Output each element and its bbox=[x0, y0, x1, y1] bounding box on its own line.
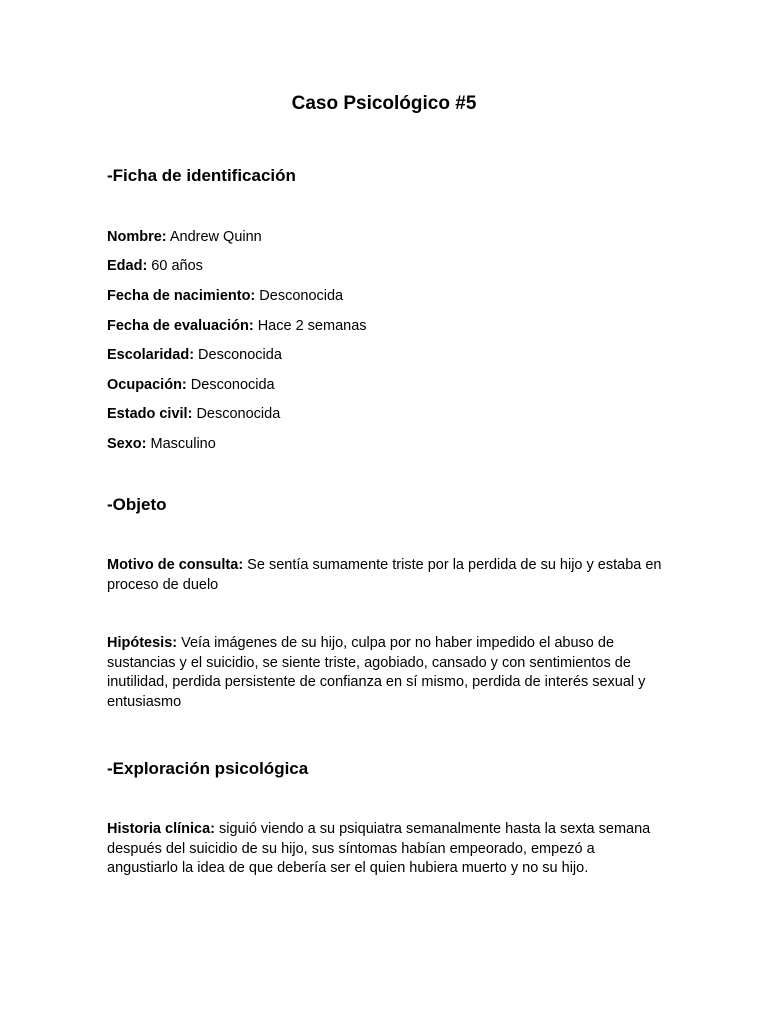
field-nombre bbox=[107, 227, 262, 247]
field-label: Ocupación: bbox=[107, 377, 187, 393]
field-estado-civil bbox=[107, 404, 280, 424]
paragraph-label: Hipótesis: bbox=[107, 635, 178, 651]
paragraph-historia-clinica bbox=[107, 820, 667, 879]
field-escolaridad bbox=[107, 345, 282, 365]
field-value: 60 años bbox=[147, 258, 203, 274]
section-heading-ficha: -Ficha de identificación bbox=[107, 166, 296, 185]
paragraph-text: Se sentía sumamente triste por la perdida de su hijo y estaba en proceso de duelo bbox=[107, 557, 662, 593]
field-value: Desconocida bbox=[192, 406, 281, 422]
page-title: Caso Psicológico #5 bbox=[291, 93, 477, 114]
field-label: Nombre: bbox=[107, 229, 167, 245]
field-label: Fecha de nacimiento: bbox=[107, 288, 256, 304]
field-value: Hace 2 semanas bbox=[253, 318, 367, 334]
field-fecha-evaluacion bbox=[107, 316, 367, 336]
section-heading-exploracion: -Exploración psicológica bbox=[107, 759, 309, 778]
field-edad bbox=[107, 256, 203, 276]
field-value: Desconocida bbox=[194, 347, 282, 363]
field-fecha-nacimiento bbox=[107, 286, 343, 306]
field-value: Andrew Quinn bbox=[166, 229, 262, 245]
field-ocupacion bbox=[107, 375, 275, 395]
paragraph-hipotesis bbox=[107, 634, 667, 712]
field-value: Desconocida bbox=[186, 377, 275, 393]
paragraph-text: siguió viendo a su psiquiatra semanalmente hasta la sexta semana después del suicidio de su hijo, sus síntomas habían empeorado, empezó a angustiarlo la idea de que debería ser el quien hubiera muerto y no su hijo. bbox=[107, 821, 651, 876]
field-label: Fecha de evaluación: bbox=[107, 318, 254, 334]
section-heading-objeto: -Objeto bbox=[107, 495, 167, 514]
field-value: Desconocida bbox=[255, 288, 344, 304]
field-label: Estado civil: bbox=[107, 406, 193, 422]
paragraph-text: Veía imágenes de su hijo, culpa por no haber impedido el abuso de sustancias y el suicidio, se siente triste, agobiado, cansado y con sentimientos de inutilidad, perdida persistente de confianza en sí mismo, perdida de interés sexual y entusiasmo bbox=[107, 635, 646, 710]
paragraph-label: Historia clínica: bbox=[107, 821, 215, 837]
field-label: Edad: bbox=[107, 258, 148, 274]
field-label: Escolaridad: bbox=[107, 347, 195, 363]
field-label: Sexo: bbox=[107, 436, 147, 452]
field-value: Masculino bbox=[146, 436, 216, 452]
paragraph-label: Motivo de consulta: bbox=[107, 557, 244, 573]
field-sexo bbox=[107, 434, 216, 454]
paragraph-motivo-consulta bbox=[107, 556, 667, 595]
